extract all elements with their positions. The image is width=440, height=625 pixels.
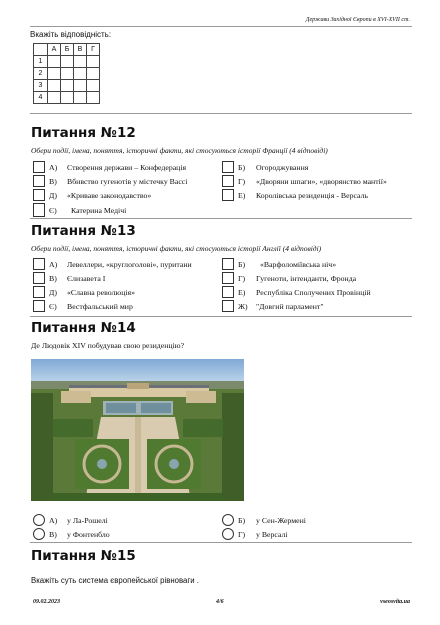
section-divider (30, 113, 412, 114)
checkbox[interactable] (222, 286, 234, 298)
grid-row-header: 4 (34, 92, 48, 104)
grid-cell[interactable] (48, 56, 61, 68)
checkbox[interactable] (33, 272, 45, 284)
checkbox[interactable] (33, 203, 45, 217)
q12-option-d[interactable]: Г) «Дворяни шпаги», «дворянство мантії» (222, 175, 387, 187)
running-header: Держави Західної Європи в XVI-XVII ст. (305, 17, 410, 23)
section-divider (30, 542, 412, 543)
section-divider (30, 316, 412, 317)
q12-instruction: Обери події, імена, поняття, історичні факти, які стосуються історії Франції (4 відповіді) (31, 146, 328, 155)
grid-cell[interactable] (87, 80, 100, 92)
q13-option-d[interactable]: Г) Гугеноти, інтенданти, Фронда (222, 272, 356, 284)
q13-option-c[interactable]: В) Єлизавета І (33, 272, 105, 284)
q13-option-g[interactable]: Є) Вестфальський мир (33, 300, 133, 312)
versailles-aerial-photo (31, 359, 244, 501)
radio[interactable] (33, 514, 45, 526)
q12-option-b[interactable]: Б) Огороджування (222, 161, 308, 173)
grid-cell[interactable] (61, 56, 74, 68)
grid-corner-cell (34, 44, 48, 56)
q14-option-d[interactable]: Г) у Версалі (222, 528, 288, 540)
q15-question: Вкажіть суть система європейської рівноваги . (31, 576, 199, 585)
grid-col-header: Г (87, 44, 100, 56)
q14-question: Де Людовік XIV побудував свою резиденцію? (31, 341, 185, 350)
checkbox[interactable] (222, 175, 234, 187)
q14-option-c[interactable]: В) у Фонтенбло (33, 528, 110, 540)
grid-cell[interactable] (74, 56, 87, 68)
radio[interactable] (33, 528, 45, 540)
checkbox[interactable] (33, 161, 45, 173)
q13-option-e[interactable]: Д) «Славна революція» (33, 286, 135, 298)
q12-option-a[interactable]: А) Створення держави – Конфедерація (33, 161, 186, 173)
q12-option-f[interactable]: Е) Королівська резиденція - Версаль (222, 189, 368, 201)
footer-site: vseosvita.ua (380, 599, 410, 605)
q12-title: Питання №12 (31, 125, 136, 141)
q14-option-a[interactable]: А) у Ла-Рошелі (33, 514, 108, 526)
grid-cell[interactable] (61, 92, 74, 104)
checkbox[interactable] (33, 189, 45, 201)
grid-cell[interactable] (74, 80, 87, 92)
q13-option-b[interactable]: Б) «Варфоломіївська ніч» (222, 258, 336, 270)
q13-title: Питання №13 (31, 223, 136, 239)
footer-page-number: 4/6 (216, 599, 224, 605)
section-divider (30, 218, 412, 219)
answer-grid-label: Вкажіть відповідність: (30, 30, 112, 39)
checkbox[interactable] (222, 161, 234, 173)
grid-col-header: Б (61, 44, 74, 56)
checkbox[interactable] (222, 300, 234, 312)
q14-option-b[interactable]: Б) у Сен-Жермені (222, 514, 306, 526)
grid-row-header: 3 (34, 80, 48, 92)
grid-cell[interactable] (48, 92, 61, 104)
grid-row-header: 1 (34, 56, 48, 68)
checkbox[interactable] (33, 286, 45, 298)
grid-col-header: В (74, 44, 87, 56)
footer-date: 09.02.2023 (33, 599, 60, 605)
q12-option-e[interactable]: Д) «Криваве законодавство» (33, 189, 151, 201)
q12-option-c[interactable]: В) Вбивство гугенотів у містечку Вассі (33, 175, 187, 187)
q13-option-h[interactable]: Ж) "Довгий парламент" (222, 300, 324, 312)
header-divider (30, 26, 412, 27)
grid-cell[interactable] (61, 80, 74, 92)
grid-cell[interactable] (61, 68, 74, 80)
q13-option-a[interactable]: А) Левеллери, «круглоголові», пуритани (33, 258, 192, 270)
checkbox[interactable] (222, 258, 234, 270)
grid-cell[interactable] (74, 68, 87, 80)
answer-grid (33, 43, 100, 104)
checkbox[interactable] (33, 175, 45, 187)
checkbox[interactable] (33, 258, 45, 270)
q14-title: Питання №14 (31, 320, 136, 336)
grid-col-header: А (48, 44, 61, 56)
grid-cell[interactable] (87, 68, 100, 80)
radio[interactable] (222, 514, 234, 526)
grid-cell[interactable] (48, 80, 61, 92)
checkbox[interactable] (222, 272, 234, 284)
q13-instruction: Обери події, імена, поняття, історичні факти, які стосуються історії Англії (4 відповіді) (31, 244, 322, 253)
checkbox[interactable] (33, 300, 45, 312)
q15-title: Питання №15 (31, 548, 136, 564)
q13-option-f[interactable]: Е) Республіка Сполучених Провінцій (222, 286, 371, 298)
checkbox[interactable] (222, 189, 234, 201)
grid-cell[interactable] (87, 56, 100, 68)
grid-cell[interactable] (74, 92, 87, 104)
grid-cell[interactable] (48, 68, 61, 80)
radio[interactable] (222, 528, 234, 540)
q12-option-g[interactable]: Є) Катерина Медічі (33, 203, 126, 217)
grid-row-header: 2 (34, 68, 48, 80)
grid-cell[interactable] (87, 92, 100, 104)
